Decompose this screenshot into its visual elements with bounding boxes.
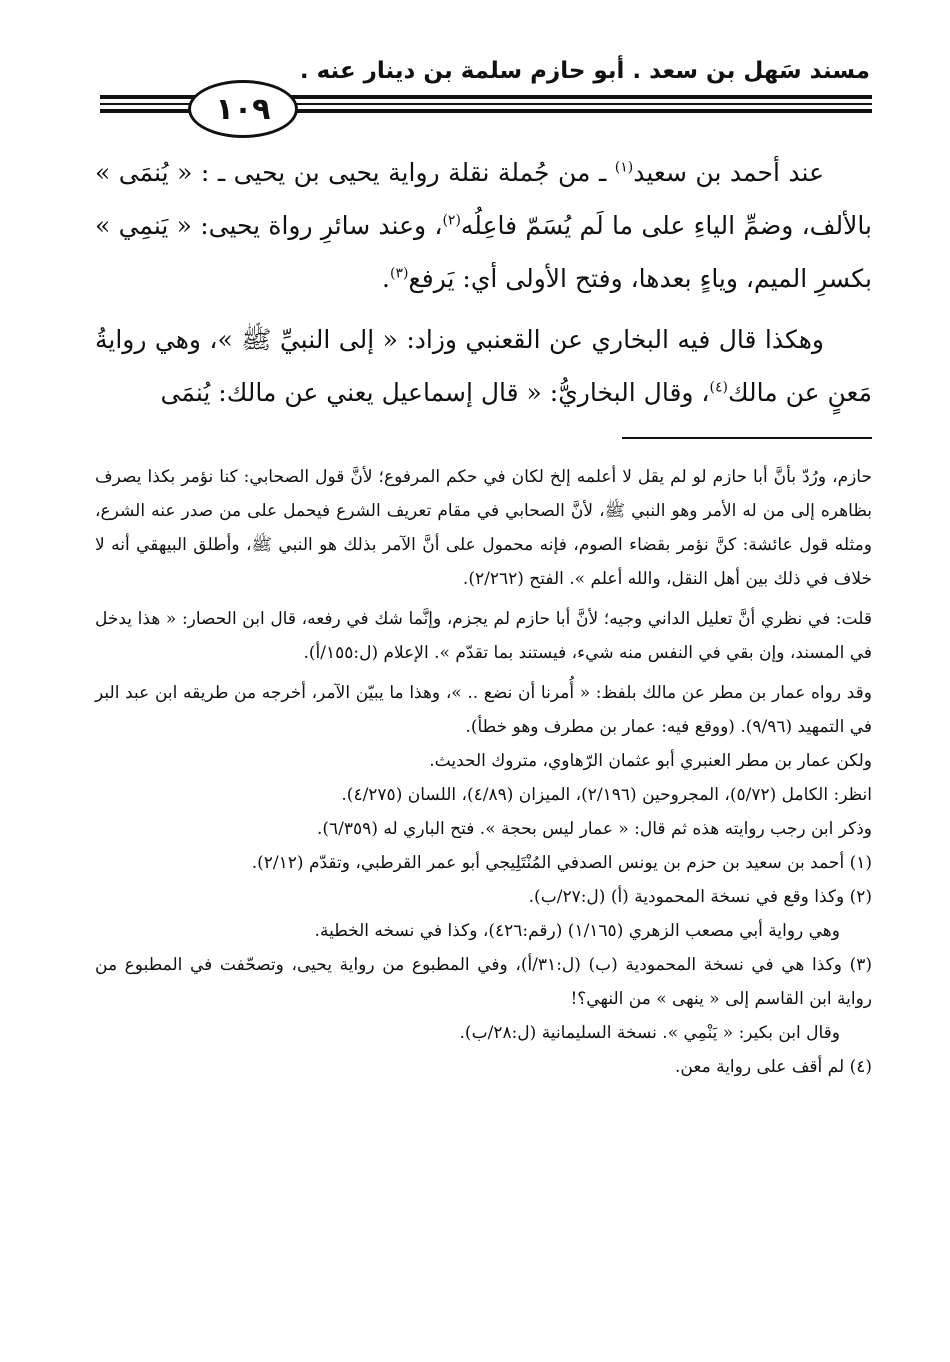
footnote-line: انظر: الكامل (٥/٧٢)، المجروحين (٢/١٩٦)، الميزان (٤/٨٩)، اللسان (٤/٢٧٥). <box>341 785 872 805</box>
footnotes <box>95 460 872 1084</box>
main-paragraph <box>95 146 872 305</box>
footnote-line: وذكر ابن رجب روايته هذه ثم قال: « عمار ليس بحجة ». فتح الباري له (٦/٣٥٩). <box>317 819 872 839</box>
main-text-run: ، وعند سائرِ رواة يحيى: « يَنمِي » بكسرِ الميم، وياءٍ بعدها، وفتح الأولى أي: يَرفع <box>95 211 872 293</box>
main-text-run: ، وقال البخاريُّ: « قال إسماعيل يعني عن مالك: يُنمَى <box>160 378 710 407</box>
footnote-line: وقد رواه عمار بن مطر عن مالك بلفظ: « أُمرنا أن نضع .. »، وهذا ما يبيّن الآمر، أخرجه من طريقه ابن عبد البر في التمهيد (٩/٩٦). (ووقع فيه: عمار بن مطرف وهو خطأ). <box>95 683 872 737</box>
main-text-run: وهكذا قال فيه البخاري عن القعنبي وزاد: « إلى النبيِّ ﷺ »، وهي روايةُ مَعنٍ عن مالك <box>95 325 872 407</box>
running-header: مسند سَهل بن سعد . أبو حازم سلمة بن دينار عنه . <box>299 58 870 84</box>
footnote-line: وهي رواية أبي مصعب الزهري (١/١٦٥) (رقم:٤٢٦)، وكذا في نسخه الخطية. <box>314 921 840 941</box>
footnote-item: (٢) وكذا وقع في نسخة المحمودية (أ) (ل:٢٧/ب). <box>528 887 872 907</box>
footnote-line: حازم، ورُدّ بأنَّ أبا حازم لو لم يقل لا أعلمه إلخ لكان في حكم المرفوع؛ لأنَّ قول الصحابي: كنا نؤمر بكذا يصرف بظاهره إلى من له الأمر وهو النبي ﷺ، لأنَّ الصحابي في مقام تعريف الشرع فيحمل على من صدر عنه الشرع، ومثله قول عائشة: كنَّ نؤمر بقضاء الصوم، فإنه محمول على أنَّ الآمر بذلك هو النبي ﷺ، وأطلق البيهقي أنه لا خلاف في ذلك بين أهل النقل، والله أعلم ». الفتح (٢/٢٦٢). <box>95 467 872 589</box>
footnote-line: قلت: في نظري أنَّ تعليل الداني وجيه؛ لأنَّ أبا حازم لم يجزم، وإنَّما شك في رفعه، قال ابن الحصار: « هذا يدخل في المسند، وإن بقي في النفس منه شيء، فيستند بما تقدّم ». الإعلام (ل:١٥٥/أ). <box>95 609 872 663</box>
footnote-item: (١) أحمد بن سعيد بن حزم بن يونس الصدفي المُنْتَلِيجي أبو عمر القرطبي، وتقدّم (٢/١٢). <box>251 853 872 873</box>
main-text-run: ـ من جُملة نقلة رواية يحيى بن يحيى ـ : « يُنمَى » بالألف، وضمِّ الياءِ على ما لَم يُسَمّ فاعِلُه <box>95 158 872 240</box>
footnote-ref[interactable]: (١) <box>614 159 634 176</box>
footnote-separator <box>622 437 872 439</box>
main-text-run: . <box>382 264 390 293</box>
footnote-item: (٣) وكذا هي في نسخة المحمودية (ب) (ل:٣١/أ)، وفي المطبوع من رواية يحيى، وتصحّفت في المطبوع من رواية ابن القاسم إلى « ينهى » من النهي؟! <box>95 955 872 1009</box>
main-paragraph <box>95 313 872 419</box>
main-text-run: عند أحمد بن سعيد <box>633 158 825 187</box>
page-number-badge <box>188 80 298 138</box>
page-number: ١٠٩ <box>215 91 271 127</box>
footnote-ref[interactable]: (٤) <box>709 379 728 396</box>
footnote-line: ولكن عمار بن مطر العنبري أبو عثمان الرّهاوي، متروك الحديث. <box>429 751 872 771</box>
footnote-item: (٤) لم أقف على رواية معن. <box>675 1057 872 1077</box>
footnote-ref[interactable]: (٣) <box>389 265 409 282</box>
footnote-line: وقال ابن بكير: « يَنْمِي ». نسخة السليمانية (ل:٢٨/ب). <box>459 1023 840 1043</box>
footnote-ref[interactable]: (٢) <box>442 212 461 229</box>
main-text <box>95 146 872 419</box>
